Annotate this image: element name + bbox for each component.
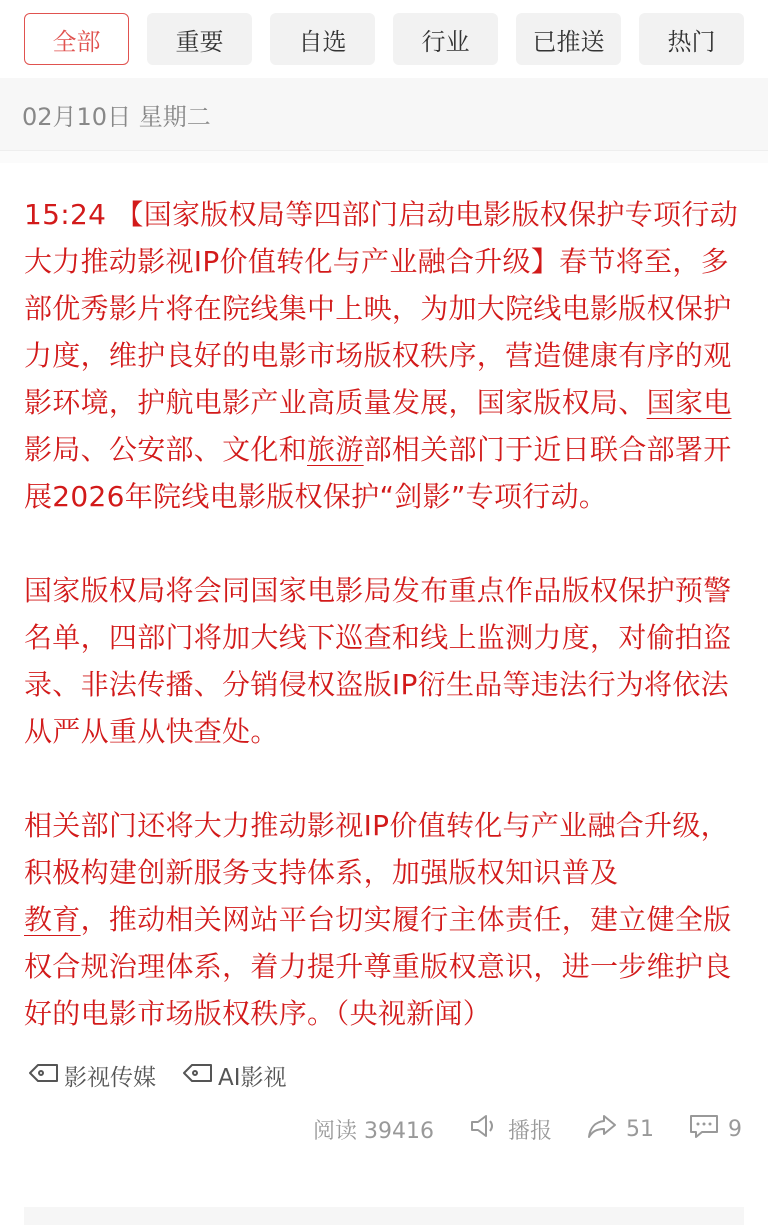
article-text: 相关部门还将大力推动影视IP价值转化与产业融合升级，积极构建创新服务支持体系，加强版权知识普及 xyxy=(24,809,729,889)
article-paragraph-1 xyxy=(24,191,744,520)
article-paragraph-2: 国家版权局将会同国家电影局发布重点作品版权保护预警名单，四部门将加大线下巡查和线上监测力度，对偷拍盗录、非法传播、分销侵权盗版IP衍生品等违法行为将依法从严从重从快查处。 xyxy=(24,574,732,748)
tab-pushed[interactable]: 已推送 xyxy=(516,13,621,65)
speaker-icon xyxy=(468,1112,500,1146)
date-header xyxy=(0,78,768,150)
tag-label: 影视传媒 xyxy=(64,1065,156,1091)
tag-icon xyxy=(182,1062,214,1090)
tab-watchlist[interactable]: 自选 xyxy=(270,13,375,65)
date-text: 02月10日 星期二 xyxy=(22,102,211,131)
tab-industry[interactable]: 行业 xyxy=(393,13,498,65)
share-icon xyxy=(586,1112,618,1146)
tag-label: AI影视 xyxy=(218,1065,287,1091)
article-paragraph-3 xyxy=(24,802,744,1037)
news-article xyxy=(0,163,768,1037)
link-film-bureau[interactable]: 国家电 xyxy=(646,386,732,419)
tab-hot[interactable]: 热门 xyxy=(639,13,744,65)
next-item-preview xyxy=(24,1207,744,1225)
article-text: 【国家版权局等四部门启动电影版权保护专项行动 大力推动影视IP价值转化与产业融合升级】春节将至，多部优秀影片将在院线集中上映，为加大院线电影版权保护力度，维护良好的电影市场版权秩序，营造健康有序的观影环境，护航电影产业高质量发展，国家版权局、 xyxy=(24,198,739,419)
article-meta xyxy=(0,1092,768,1146)
news-time: 15:24 xyxy=(24,198,107,231)
tab-all[interactable]: 全部 xyxy=(24,13,129,65)
tag-icon xyxy=(28,1062,60,1090)
tag-film-media[interactable] xyxy=(28,1059,156,1092)
tag-list xyxy=(0,1037,768,1092)
comment-button[interactable] xyxy=(688,1112,742,1146)
read-count xyxy=(313,1114,434,1145)
tab-important[interactable]: 重要 xyxy=(147,13,252,65)
comment-count: 9 xyxy=(728,1116,742,1142)
divider xyxy=(0,150,768,163)
article-text: ，推动相关网站平台切实履行主体责任，建立健全版权合规治理体系，着力提升尊重版权意识，进一步维护良好的电影市场版权秩序。（央视新闻） xyxy=(24,903,732,1030)
share-count: 51 xyxy=(626,1116,654,1142)
broadcast-button[interactable] xyxy=(468,1112,552,1146)
link-tourism[interactable]: 旅游 xyxy=(307,433,364,466)
comment-icon xyxy=(688,1112,720,1146)
category-tabs xyxy=(0,0,768,78)
tag-ai-film[interactable] xyxy=(182,1059,287,1092)
article-text: 部相关部门于近日联合部署开展2026年院线电影版权保护“剑影”专项行动。 xyxy=(24,433,732,513)
link-education[interactable]: 教育 xyxy=(24,903,81,936)
read-count-text: 阅读 39416 xyxy=(313,1118,434,1144)
share-button[interactable] xyxy=(586,1112,654,1146)
broadcast-label: 播报 xyxy=(507,1118,552,1144)
article-text: 影局、公安部、文化和 xyxy=(24,433,308,466)
